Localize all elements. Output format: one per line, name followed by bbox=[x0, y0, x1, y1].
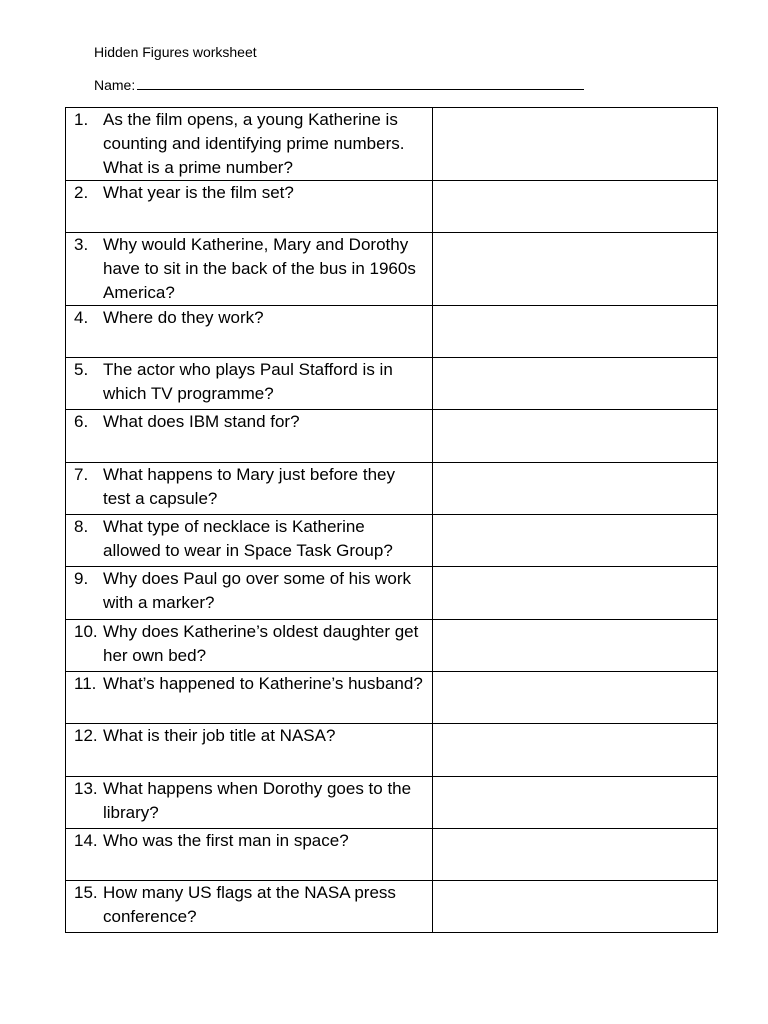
name-blank-line[interactable] bbox=[137, 77, 584, 90]
question-row-11 bbox=[66, 672, 718, 724]
answer-cell-9[interactable] bbox=[433, 567, 718, 620]
question-cell bbox=[66, 233, 433, 306]
answer-cell-14[interactable] bbox=[433, 829, 718, 881]
question-text: As the film opens, a young Katherine is counting and identifying prime numbers. What is a prime number? bbox=[103, 110, 405, 177]
answer-cell-10[interactable] bbox=[433, 620, 718, 672]
question-cell bbox=[66, 181, 433, 233]
question-number: 13. bbox=[74, 779, 98, 798]
question-number: 10. bbox=[74, 622, 98, 641]
question-number: 2. bbox=[74, 183, 89, 202]
question-text: What happens when Dorothy goes to the library? bbox=[103, 779, 412, 822]
question-cell bbox=[66, 829, 433, 881]
question-text: Why would Katherine, Mary and Dorothy have to sit in the back of the bus in 1960s America? bbox=[103, 235, 416, 302]
answer-cell-8[interactable] bbox=[433, 515, 718, 567]
question-row-2 bbox=[66, 181, 718, 233]
question-cell bbox=[66, 306, 433, 358]
question-text: What type of necklace is Katherine allowed to wear in Space Task Group? bbox=[103, 517, 393, 560]
answer-cell-4[interactable] bbox=[433, 306, 718, 358]
name-label: Name: bbox=[94, 77, 136, 93]
question-number: 9. bbox=[74, 569, 89, 588]
question-cell bbox=[66, 358, 433, 410]
question-text: The actor who plays Paul Stafford is in which TV programme? bbox=[103, 360, 393, 403]
question-text: Why does Paul go over some of his work with a marker? bbox=[103, 569, 412, 612]
question-row-4 bbox=[66, 306, 718, 358]
answer-cell-5[interactable] bbox=[433, 358, 718, 410]
answer-cell-7[interactable] bbox=[433, 463, 718, 515]
question-cell bbox=[66, 620, 433, 672]
answer-cell-6[interactable] bbox=[433, 410, 718, 463]
question-number: 15. bbox=[74, 883, 98, 902]
question-row-13 bbox=[66, 777, 718, 829]
question-number: 7. bbox=[74, 465, 89, 484]
question-cell bbox=[66, 777, 433, 829]
question-number: 11. bbox=[74, 674, 97, 693]
question-cell bbox=[66, 108, 433, 181]
answer-cell-2[interactable] bbox=[433, 181, 718, 233]
question-text: What year is the film set? bbox=[103, 183, 294, 202]
question-text: Who was the first man in space? bbox=[103, 831, 349, 850]
answer-cell-12[interactable] bbox=[433, 724, 718, 777]
question-row-5 bbox=[66, 358, 718, 410]
answer-cell-15[interactable] bbox=[433, 881, 718, 933]
question-text: Why does Katherine’s oldest daughter get her own bed? bbox=[103, 622, 419, 665]
question-row-14 bbox=[66, 829, 718, 881]
question-cell bbox=[66, 515, 433, 567]
question-cell bbox=[66, 567, 433, 620]
question-cell bbox=[66, 724, 433, 777]
question-row-7 bbox=[66, 463, 718, 515]
question-row-3 bbox=[66, 233, 718, 306]
name-field-row bbox=[94, 77, 584, 93]
answer-cell-1[interactable] bbox=[433, 108, 718, 181]
question-number: 3. bbox=[74, 235, 89, 254]
question-row-9 bbox=[66, 567, 718, 620]
question-text: Where do they work? bbox=[103, 308, 264, 327]
question-cell bbox=[66, 410, 433, 463]
answer-cell-13[interactable] bbox=[433, 777, 718, 829]
question-number: 14. bbox=[74, 831, 98, 850]
question-row-1 bbox=[66, 108, 718, 181]
question-number: 8. bbox=[74, 517, 89, 536]
question-table bbox=[65, 107, 718, 933]
question-number: 1. bbox=[74, 110, 89, 129]
question-cell bbox=[66, 463, 433, 515]
worksheet-title: Hidden Figures worksheet bbox=[94, 44, 257, 60]
question-row-10 bbox=[66, 620, 718, 672]
question-text: What happens to Mary just before they test a capsule? bbox=[103, 465, 395, 508]
question-number: 5. bbox=[74, 360, 89, 379]
question-number: 12. bbox=[74, 726, 98, 745]
question-text: What’s happened to Katherine’s husband? bbox=[103, 674, 423, 693]
question-row-15 bbox=[66, 881, 718, 933]
question-cell bbox=[66, 881, 433, 933]
question-number: 6. bbox=[74, 412, 89, 431]
question-text: What is their job title at NASA? bbox=[103, 726, 336, 745]
answer-cell-3[interactable] bbox=[433, 233, 718, 306]
answer-cell-11[interactable] bbox=[433, 672, 718, 724]
question-row-6 bbox=[66, 410, 718, 463]
question-cell bbox=[66, 672, 433, 724]
question-row-8 bbox=[66, 515, 718, 567]
question-text: What does IBM stand for? bbox=[103, 412, 300, 431]
question-row-12 bbox=[66, 724, 718, 777]
question-text: How many US flags at the NASA press conference? bbox=[103, 883, 396, 926]
question-number: 4. bbox=[74, 308, 89, 327]
